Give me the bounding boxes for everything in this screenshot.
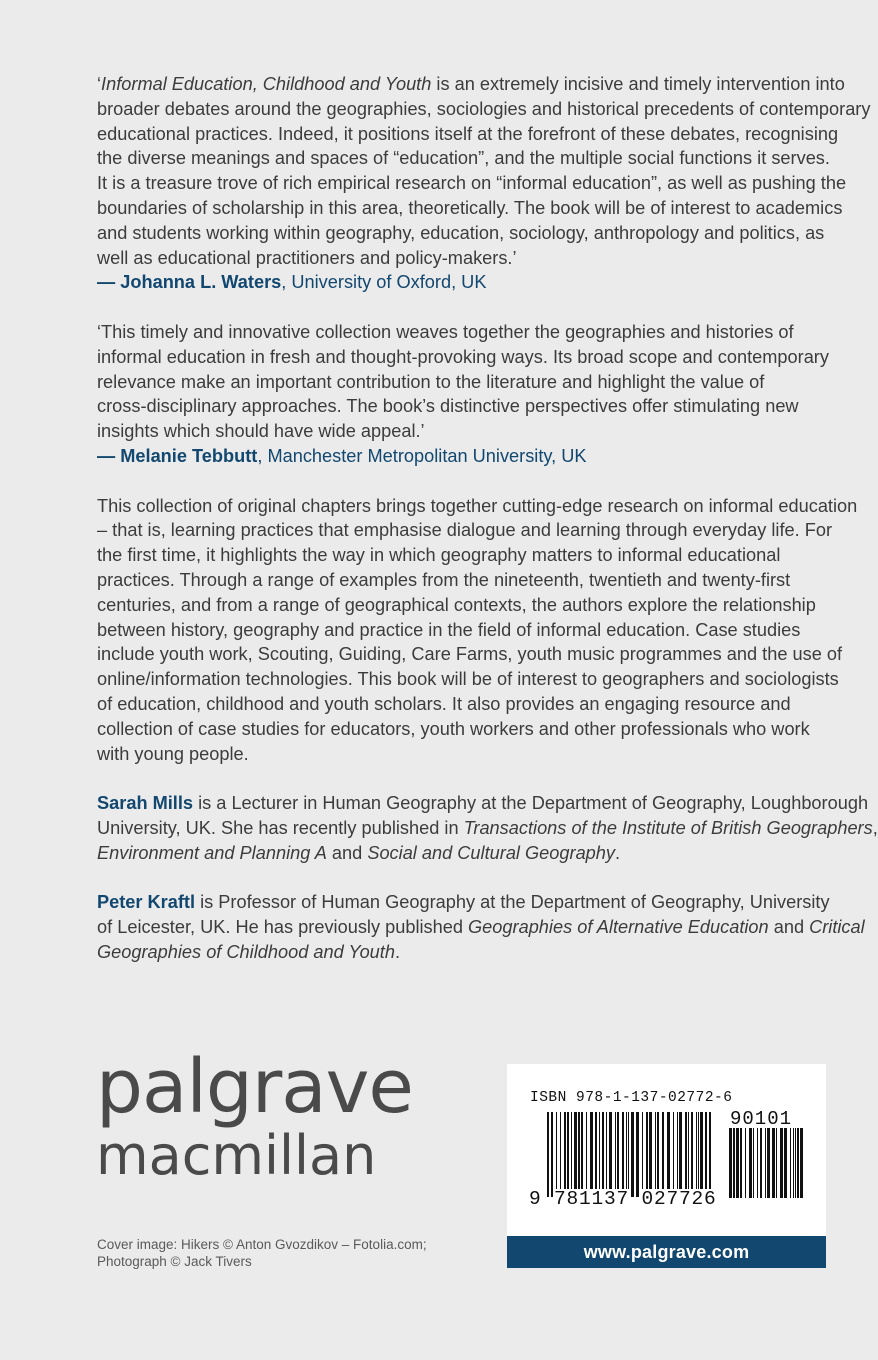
barcode-bar: [649, 1112, 652, 1189]
bio-text: is Professor of Human Geography at the Department of Geography, University: [195, 892, 830, 913]
book-title: Geographies of Alternative Education: [468, 917, 769, 938]
description-line: online/information technologies. This book will be of interest to geographers and sociologists: [97, 669, 839, 690]
bio-text: and: [326, 842, 368, 863]
quote-mark: ‘: [97, 74, 102, 94]
barcode-bar: [595, 1112, 597, 1189]
book-title: Geographies of Childhood and Youth: [97, 941, 395, 962]
bio-text: is a Lecturer in Human Geography at the Department of Geography, Loughborough: [193, 793, 869, 814]
barcode-bar: [793, 1128, 794, 1198]
book-title: Informal Education, Childhood and Youth: [101, 74, 432, 94]
barcode-bar: [784, 1128, 787, 1198]
description-line: This collection of original chapters brings together cutting-edge research on informal education: [97, 495, 858, 516]
bio-text: ,: [872, 817, 878, 838]
barcode-bar: [578, 1112, 580, 1189]
barcode-bar: [797, 1128, 799, 1198]
isbn-barcode: [507, 1064, 826, 1236]
bio-line: [97, 791, 869, 816]
barcode-bar: [657, 1112, 659, 1189]
barcode-bar: [688, 1112, 689, 1189]
reviewer-name: Johanna L. Waters: [120, 272, 282, 293]
credit-line-2: Photograph © Jack Tivers: [97, 1254, 252, 1269]
barcode-bar: [790, 1128, 791, 1198]
barcode-bar: [567, 1112, 569, 1189]
description-line: of education, childhood and youth scholars. It also provides an engaging resource and: [97, 693, 791, 714]
bio-line: [97, 816, 878, 841]
barcode-bar: [586, 1112, 587, 1189]
barcode-bar: [599, 1112, 600, 1189]
barcode-bar: [733, 1128, 735, 1198]
barcode-bar: [615, 1112, 616, 1189]
barcode-bar: [729, 1128, 732, 1198]
barcode-bar: [753, 1128, 754, 1198]
credit-line-1: Cover image: Hikers © Anton Gvozdikov – Fotolia.com;: [97, 1237, 427, 1252]
author-name: Peter Kraftl: [97, 892, 196, 913]
price-addon-number: 90101: [730, 1108, 793, 1130]
bio-line: [97, 915, 865, 940]
journal-title: Social and Cultural Geography: [367, 842, 616, 863]
back-cover-text: [97, 72, 878, 965]
barcode-bar: [646, 1112, 648, 1189]
barcode-bar: [590, 1112, 593, 1189]
barcode-bar: [780, 1128, 783, 1198]
barcode-bar: [609, 1112, 612, 1189]
barcode-bar: [760, 1128, 762, 1198]
barcode-bar: [667, 1112, 670, 1189]
description-line: include youth work, Scouting, Guiding, Care Farms, youth music programmes and the use of: [97, 644, 843, 665]
barcode-bar: [679, 1112, 682, 1189]
description-line: between history, geography and practice in the field of informal education. Case studies: [97, 619, 801, 640]
reviewer-name: Melanie Tebbutt: [120, 445, 258, 466]
barcode-bar: [617, 1112, 619, 1189]
barcode-bar: [606, 1112, 607, 1189]
barcode-bar: [631, 1112, 634, 1197]
barcode-bar: [749, 1128, 752, 1198]
review-1-line: educational practices. Indeed, it positions itself at the forefront of these debates, recognising: [97, 123, 839, 144]
barcode-bar: [736, 1128, 739, 1198]
review-1-text: is an extremely incisive and timely intervention into: [431, 74, 845, 94]
barcode-bar: [574, 1112, 577, 1189]
barcode-bar: [772, 1128, 775, 1198]
barcode-bar: [642, 1112, 643, 1189]
book-description: [97, 494, 858, 767]
author-bio-2: [97, 890, 865, 964]
reviewer-affiliation: , University of Oxford, UK: [281, 272, 487, 293]
review-1: [97, 72, 871, 295]
description-line: with young people.: [97, 743, 249, 764]
bio-text: .: [615, 842, 621, 863]
barcode-bar: [795, 1128, 796, 1198]
review-2: [97, 320, 842, 469]
review-2-line: insights which should have wide appeal.’: [97, 421, 425, 442]
review-2-line: informal education in fresh and thought-provoking ways. Its broad scope and contemporary: [97, 346, 829, 367]
review-1-line: [97, 72, 845, 97]
bio-line: [97, 841, 842, 866]
barcode-bar: [800, 1128, 803, 1198]
barcode-bar: [709, 1112, 711, 1189]
barcode-bar: [626, 1112, 627, 1189]
barcode-bar: [560, 1112, 561, 1189]
barcode-bar: [581, 1112, 583, 1189]
bio-line: [97, 890, 842, 915]
barcode-bar: [696, 1112, 697, 1189]
publisher-website[interactable]: www.palgrave.com: [507, 1236, 826, 1268]
description-line: centuries, and from a range of geographical contexts, the authors explore the relationship: [97, 594, 816, 615]
barcode-bar: [685, 1112, 687, 1189]
barcode-bar: [705, 1112, 707, 1189]
bio-text: and: [768, 917, 810, 938]
review-1-attribution: [97, 270, 842, 295]
logo-line-1: palgrave: [96, 1044, 413, 1130]
barcode-bar: [745, 1128, 746, 1198]
cover-credit: [97, 1236, 469, 1270]
barcode-bar: [551, 1112, 553, 1197]
barcode-bar: [757, 1128, 758, 1198]
isbn-label: ISBN 978-1-137-02772-6: [530, 1090, 733, 1106]
barcode-bar: [767, 1128, 770, 1198]
book-title: Critical: [809, 917, 865, 938]
review-1-line: It is a treasure trove of rich empirical research on “informal education”, as well as pushing the: [97, 173, 847, 194]
review-1-line: and students working within geography, education, sociology, anthropology and politics, as: [97, 222, 825, 243]
review-1-line: boundaries of scholarship in this area, theoretically. The book will be of interest to academics: [97, 197, 843, 218]
barcode-bar: [677, 1112, 678, 1189]
attribution-dash: —: [97, 272, 121, 293]
barcode-bar: [740, 1128, 742, 1198]
palgrave-macmillan-logo: [96, 1044, 413, 1187]
barcode-bar: [655, 1112, 656, 1189]
bio-text: of Leicester, UK. He has previously published: [97, 917, 469, 938]
review-2-attribution: [97, 444, 842, 469]
review-2-line: relevance make an important contribution to the literature and highlight the value of: [97, 371, 765, 392]
bio-line: [97, 940, 842, 965]
barcode-bar: [691, 1112, 693, 1189]
author-bio-1: [97, 791, 878, 865]
barcode-bar: [564, 1112, 566, 1189]
barcode-bar: [602, 1112, 604, 1189]
barcode-bar: [547, 1112, 549, 1197]
description-line: – that is, learning practices that emphasise dialogue and learning through everyday life. For: [97, 520, 833, 541]
review-2-line: cross-disciplinary approaches. The book’s distinctive perspectives offer stimulating new: [97, 396, 799, 417]
ean-number: 9 781137 027726: [529, 1188, 717, 1210]
barcode-bar: [765, 1128, 766, 1198]
review-1-line: broader debates around the geographies, sociologies and historical precedents of contemporary: [97, 98, 871, 119]
review-1-line: well as educational practitioners and policy-makers.’: [97, 247, 517, 268]
barcode-bar: [636, 1112, 639, 1197]
barcode-bar: [673, 1112, 674, 1189]
review-2-line: ‘This timely and innovative collection weaves together the geographies and histories of: [97, 321, 794, 342]
reviewer-affiliation: , Manchester Metropolitan University, UK: [257, 445, 587, 466]
description-line: practices. Through a range of examples from the nineteenth, twentieth and twenty-first: [97, 569, 791, 590]
description-line: collection of case studies for educators, youth workers and other professionals who work: [97, 718, 810, 739]
bio-text: .: [394, 941, 401, 962]
author-name: Sarah Mills: [97, 793, 194, 814]
barcode-bar: [700, 1112, 703, 1189]
description-line: the first time, it highlights the way in which geography matters to informal educational: [97, 545, 781, 566]
barcode-bar: [776, 1128, 777, 1198]
review-1-line: the diverse meanings and spaces of “education”, and the multiple social functions it serves.: [97, 148, 830, 169]
barcode-bar: [628, 1112, 629, 1189]
logo-line-2: macmillan: [96, 1124, 377, 1187]
barcode-bar: [662, 1112, 664, 1189]
attribution-dash: —: [97, 445, 121, 466]
journal-title: Transactions of the Institute of British Geographers: [463, 817, 873, 838]
barcode-bar: [556, 1112, 557, 1189]
barcode-bar: [571, 1112, 572, 1189]
barcode-bar: [698, 1112, 699, 1189]
bio-text: University, UK. She has recently published in: [97, 817, 464, 838]
journal-title: Environment and Planning A: [97, 842, 327, 863]
barcode-bar: [622, 1112, 624, 1189]
